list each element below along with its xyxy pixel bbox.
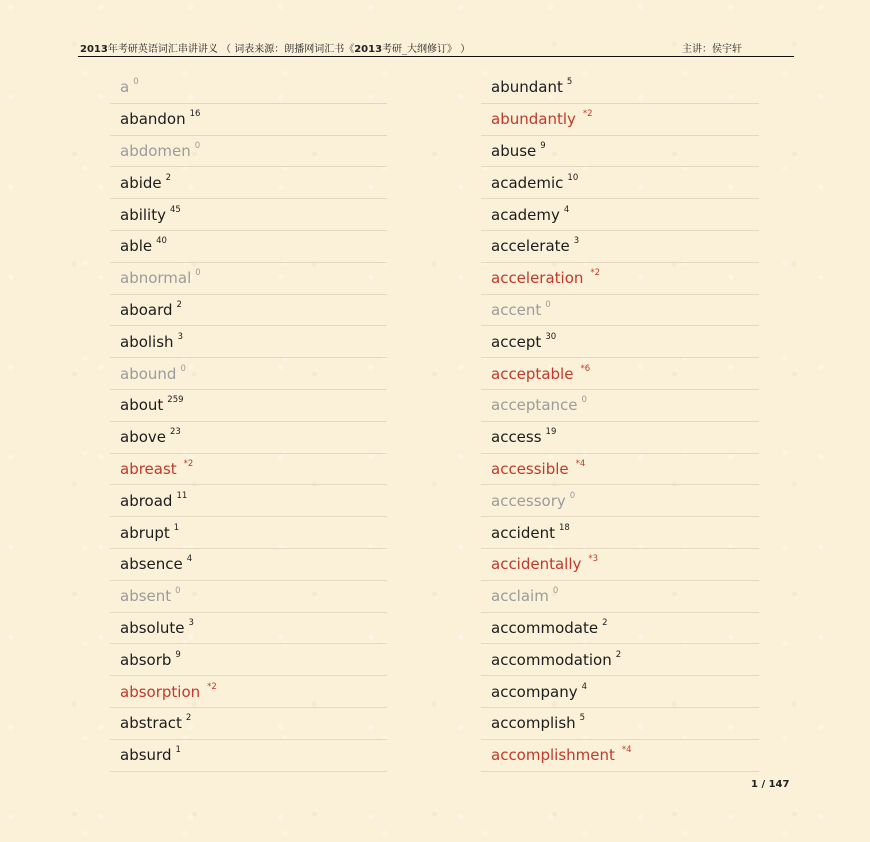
word-frequency: 18 <box>559 522 570 533</box>
word-row <box>110 644 387 676</box>
word-frequency: 2 <box>602 617 608 628</box>
word-frequency: 2 <box>615 649 622 660</box>
word-row <box>110 358 387 390</box>
word-frequency: 0 <box>194 140 201 151</box>
word-row <box>481 358 759 390</box>
word-text: abreast <box>120 459 177 478</box>
word-text: academy <box>491 205 560 224</box>
word-row <box>481 613 759 645</box>
word-row <box>110 422 387 454</box>
word-frequency: 0 <box>180 363 186 374</box>
word-row <box>481 581 759 613</box>
word-row <box>481 390 759 422</box>
header-title <box>80 40 470 55</box>
word-frequency: 5 <box>566 77 573 88</box>
word-row <box>481 708 759 740</box>
word-row <box>110 167 387 199</box>
header-book-year: 2013 <box>354 44 383 55</box>
header-title-cn: 年考研英语词汇串讲讲义 （ 词表来源：朗播网词汇书《 <box>107 44 355 55</box>
word-text: academic <box>491 173 564 192</box>
word-row <box>481 136 759 168</box>
word-frequency: 4 <box>563 204 570 215</box>
word-text: aboard <box>120 300 173 319</box>
word-row <box>481 644 759 676</box>
word-frequency: 0 <box>545 299 551 310</box>
word-column-left <box>110 72 387 772</box>
word-row <box>110 549 387 581</box>
word-text: above <box>120 428 166 447</box>
word-text: absorption <box>120 682 201 701</box>
header-year: 2013 <box>80 44 108 55</box>
word-row <box>110 613 387 645</box>
word-text: abundantly <box>491 110 576 129</box>
header-book-title: 考研_大纲修订》 ） <box>382 44 471 55</box>
word-text: access <box>491 428 542 447</box>
word-frequency: 5 <box>579 713 586 724</box>
word-text: absorb <box>120 650 172 669</box>
word-frequency: 9 <box>175 649 181 660</box>
word-text: abrupt <box>120 523 170 542</box>
word-frequency: 10 <box>567 172 579 183</box>
word-text: accomplishment <box>491 746 615 765</box>
word-row <box>110 72 387 104</box>
word-text: acceptable <box>491 364 574 383</box>
word-row <box>481 326 759 358</box>
word-text: abolish <box>120 332 174 351</box>
word-frequency: 23 <box>170 427 181 438</box>
word-row <box>481 454 759 486</box>
word-frequency: *2 <box>183 458 194 469</box>
word-row <box>110 676 387 708</box>
word-row <box>110 390 387 422</box>
word-frequency: 2 <box>185 713 192 724</box>
word-frequency: 0 <box>133 77 139 88</box>
word-frequency: 19 <box>545 427 557 438</box>
word-frequency: *2 <box>582 109 593 120</box>
word-row <box>481 485 759 517</box>
word-text: acceleration <box>491 269 584 288</box>
word-frequency: 30 <box>545 331 557 342</box>
word-row <box>481 104 759 136</box>
word-row <box>110 454 387 486</box>
word-row <box>481 676 759 708</box>
word-frequency: 1 <box>175 745 181 756</box>
word-row <box>110 136 387 168</box>
word-text: abundant <box>491 78 563 97</box>
word-text: accept <box>491 332 542 351</box>
word-frequency: *2 <box>207 681 217 692</box>
word-frequency: 16 <box>189 109 201 120</box>
word-column-right <box>481 72 759 772</box>
word-frequency: 0 <box>569 490 576 501</box>
word-frequency: 259 <box>167 395 184 406</box>
word-text: accomplish <box>491 714 576 733</box>
word-text: accident <box>491 523 555 542</box>
word-text: accompany <box>491 682 578 701</box>
word-text: accidentally <box>491 555 582 574</box>
word-row <box>110 517 387 549</box>
word-text: ability <box>120 205 166 224</box>
word-row <box>481 422 759 454</box>
word-text: abound <box>120 364 177 383</box>
word-row <box>481 263 759 295</box>
word-frequency: 0 <box>552 586 559 597</box>
word-frequency: *3 <box>588 554 599 565</box>
word-text: abroad <box>120 491 173 510</box>
word-text: able <box>120 237 153 256</box>
word-frequency: *4 <box>621 745 632 756</box>
word-row <box>110 485 387 517</box>
word-row <box>481 517 759 549</box>
word-frequency: 9 <box>540 140 546 151</box>
word-text: accommodate <box>491 618 599 637</box>
word-row <box>481 231 759 263</box>
word-row <box>481 549 759 581</box>
word-frequency: 11 <box>176 490 188 501</box>
word-frequency: 3 <box>188 617 194 628</box>
word-text: acclaim <box>491 587 549 606</box>
word-row <box>110 708 387 740</box>
word-text: accelerate <box>491 237 570 256</box>
word-text: accessible <box>491 459 569 478</box>
word-text: acceptance <box>491 396 578 415</box>
word-frequency: 2 <box>165 172 172 183</box>
page-header <box>78 40 794 57</box>
word-text: absent <box>120 587 172 606</box>
word-frequency: 0 <box>195 268 201 279</box>
word-frequency: 3 <box>177 331 183 342</box>
word-frequency: 4 <box>581 681 587 692</box>
word-row <box>110 326 387 358</box>
word-text: a <box>120 78 130 97</box>
word-frequency: *6 <box>580 363 591 374</box>
word-text: accommodation <box>491 650 612 669</box>
word-row <box>110 740 387 772</box>
word-row <box>110 104 387 136</box>
word-text: abide <box>120 173 162 192</box>
word-frequency: *4 <box>575 458 586 469</box>
word-text: abandon <box>120 110 186 129</box>
word-row <box>481 72 759 104</box>
word-row <box>481 295 759 327</box>
word-text: absolute <box>120 618 185 637</box>
word-text: abdomen <box>120 141 191 160</box>
word-row <box>110 295 387 327</box>
word-text: abuse <box>491 141 537 160</box>
word-frequency: 40 <box>156 236 167 247</box>
word-row <box>110 199 387 231</box>
word-text: accessory <box>491 491 566 510</box>
word-frequency: 2 <box>176 299 182 310</box>
word-text: about <box>120 396 164 415</box>
header-lecturer: 主讲：侯宇轩 <box>682 44 742 55</box>
word-text: abstract <box>120 714 182 733</box>
page-number: 1 / 147 <box>751 779 790 790</box>
word-text: absurd <box>120 746 172 765</box>
word-row <box>481 167 759 199</box>
word-text: abnormal <box>120 269 192 288</box>
word-row <box>110 263 387 295</box>
word-frequency: 1 <box>173 522 180 533</box>
word-row <box>110 581 387 613</box>
word-text: absence <box>120 555 183 574</box>
word-frequency: 3 <box>573 236 580 247</box>
word-row <box>110 231 387 263</box>
word-frequency: 4 <box>186 554 193 565</box>
word-frequency: *2 <box>590 268 601 279</box>
word-frequency: 0 <box>581 395 587 406</box>
word-frequency: 45 <box>169 204 181 215</box>
word-frequency: 0 <box>175 586 181 597</box>
word-row <box>481 740 759 772</box>
word-row <box>481 199 759 231</box>
word-text: accent <box>491 300 542 319</box>
